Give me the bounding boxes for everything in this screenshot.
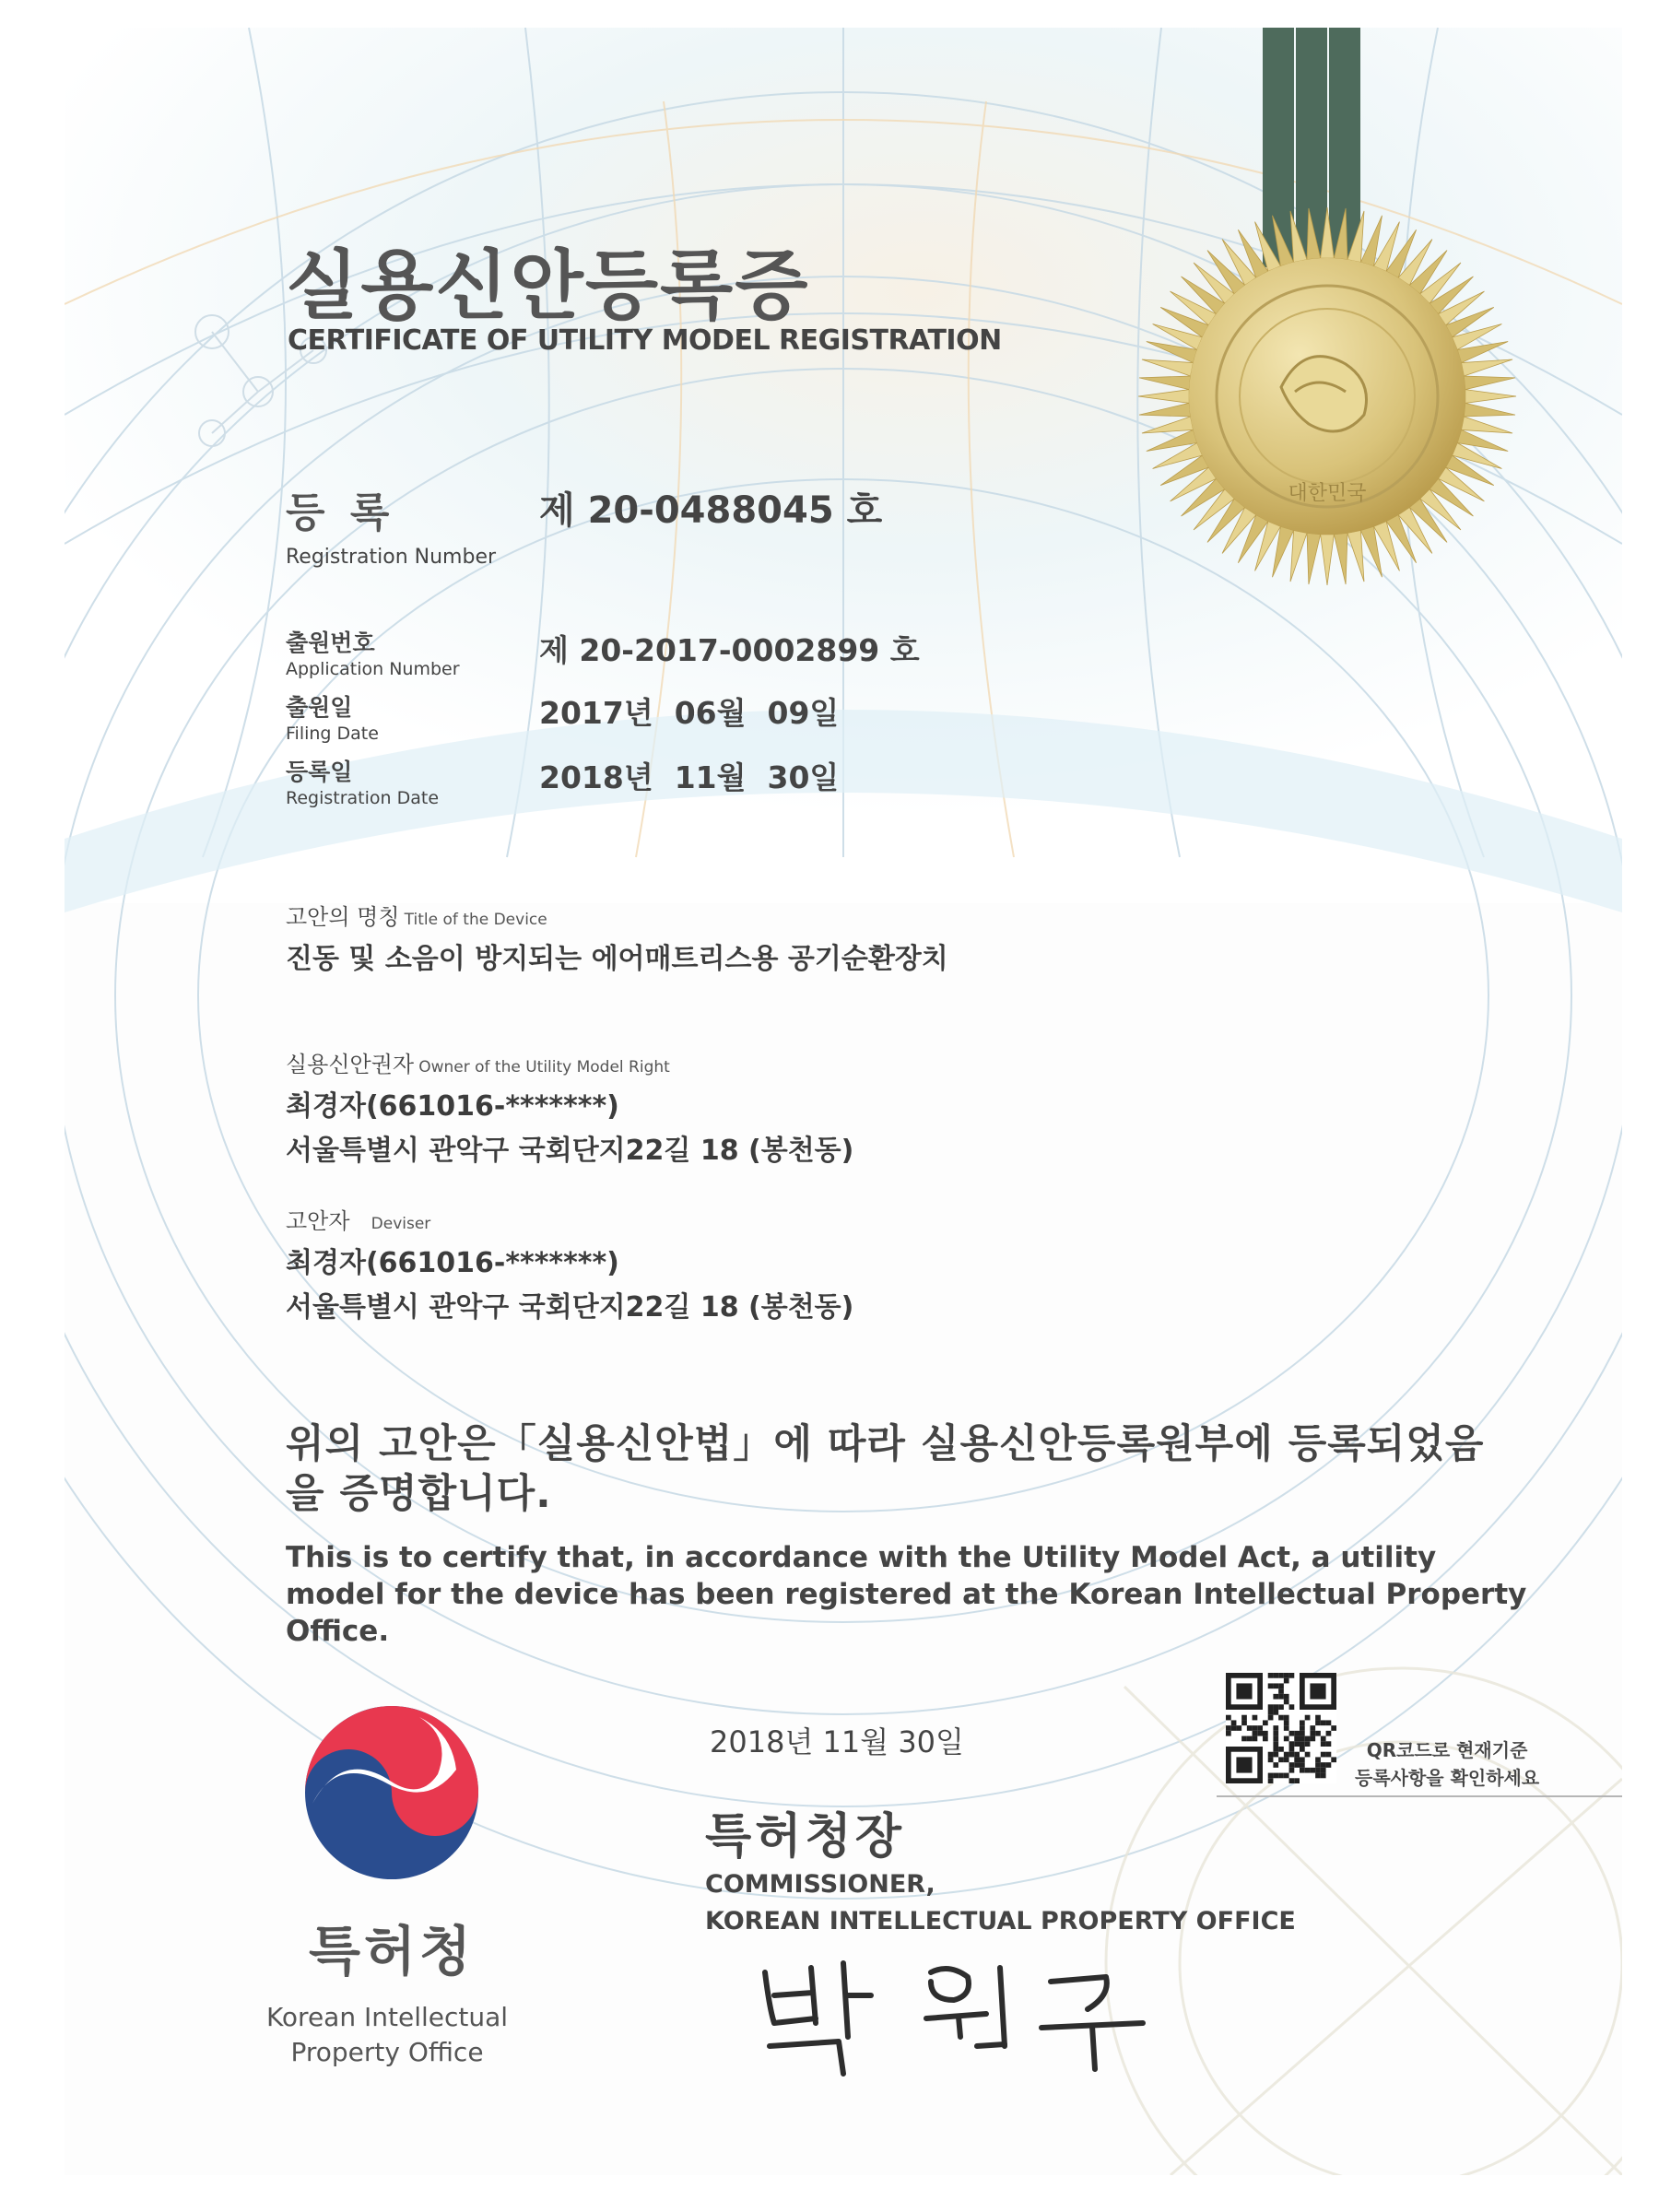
device-title-value: 진동 및 소음이 방지되는 에어매트리스용 공기순환장치 (286, 943, 948, 975)
qr-instruction-text: QR코드로 현재기준 등록사항을 확인하세요 (1355, 1739, 1540, 1789)
deviser-name: 최경자(661016-*******) (286, 1247, 619, 1279)
qr-code-icon (1226, 1673, 1336, 1783)
registration-date-label-english: Registration Date (286, 788, 440, 808)
commissioner-signature (747, 1945, 1189, 2083)
registration-number-value: 제 20-0488045 호 (539, 489, 883, 532)
commissioner-title-korean: 특허청장 (705, 1809, 905, 1865)
deviser-label-korean: 고안자 (286, 1208, 350, 1234)
owner-name: 최경자(661016-*******) (286, 1090, 619, 1123)
registration-label-korean: 등 록 (286, 489, 395, 536)
registration-date-value: 2018년 11월 30일 (539, 759, 840, 795)
device-title-label (286, 899, 547, 931)
deviser-label-english: Deviser (371, 1215, 431, 1233)
certification-statement-korean: 위의 고안은「실용신안법」에 따라 실용신안등록원부에 등록되었음을 증명합니다. (286, 1421, 1485, 1517)
owner-label-english: Owner of the Utility Model Right (418, 1058, 670, 1077)
kipo-taegeuk-logo-icon (300, 1700, 484, 1885)
kipo-name-korean: 특허청 (309, 1920, 476, 1983)
application-number-value: 제 20-2017-0002899 호 (539, 632, 920, 668)
certificate-paper (65, 28, 1622, 2175)
filing-date-label-english: Filing Date (286, 724, 379, 744)
owner-address: 서울특별시 관악구 국회단지22길 18 (봉천동) (286, 1135, 854, 1167)
certification-statement-english: This is to certify that, in accordance with the Utility Model Act, a utility model for the device has been registered at the Korean Intellectual Property Office. (286, 1541, 1527, 1648)
kipo-name-english: Korean Intellectual Property Office (265, 2002, 509, 2067)
qr-divider-line (1217, 1795, 1622, 1797)
gold-seal-icon (1134, 203, 1521, 590)
commissioner-title-english: COMMISSIONER, KOREAN INTELLECTUAL PROPERTY OFFICE (705, 1870, 1296, 1936)
issue-date: 2018년 11월 30일 (710, 1724, 964, 1759)
owner-label (286, 1046, 670, 1078)
certificate-title-english: CERTIFICATE OF UTILITY MODEL REGISTRATION (288, 324, 1002, 357)
owner-label-korean: 실용신안권자 (286, 1052, 415, 1077)
deviser-label (286, 1203, 430, 1235)
certificate-title-korean: 실용신안등록증 (286, 242, 810, 330)
application-label-korean: 출원번호 (286, 629, 375, 656)
filing-date-value: 2017년 06월 09일 (539, 695, 840, 731)
seal-text: 대한민국 (1288, 482, 1367, 505)
device-title-label-korean: 고안의 명칭 (286, 904, 400, 930)
device-title-label-english: Title of the Device (404, 911, 547, 929)
registration-date-label-korean: 등록일 (286, 759, 353, 785)
deviser-address: 서울특별시 관악구 국회단지22길 18 (봉천동) (286, 1291, 854, 1324)
registration-label-english: Registration Number (286, 546, 497, 569)
application-label-english: Application Number (286, 659, 460, 679)
filing-date-label-korean: 출원일 (286, 694, 353, 721)
